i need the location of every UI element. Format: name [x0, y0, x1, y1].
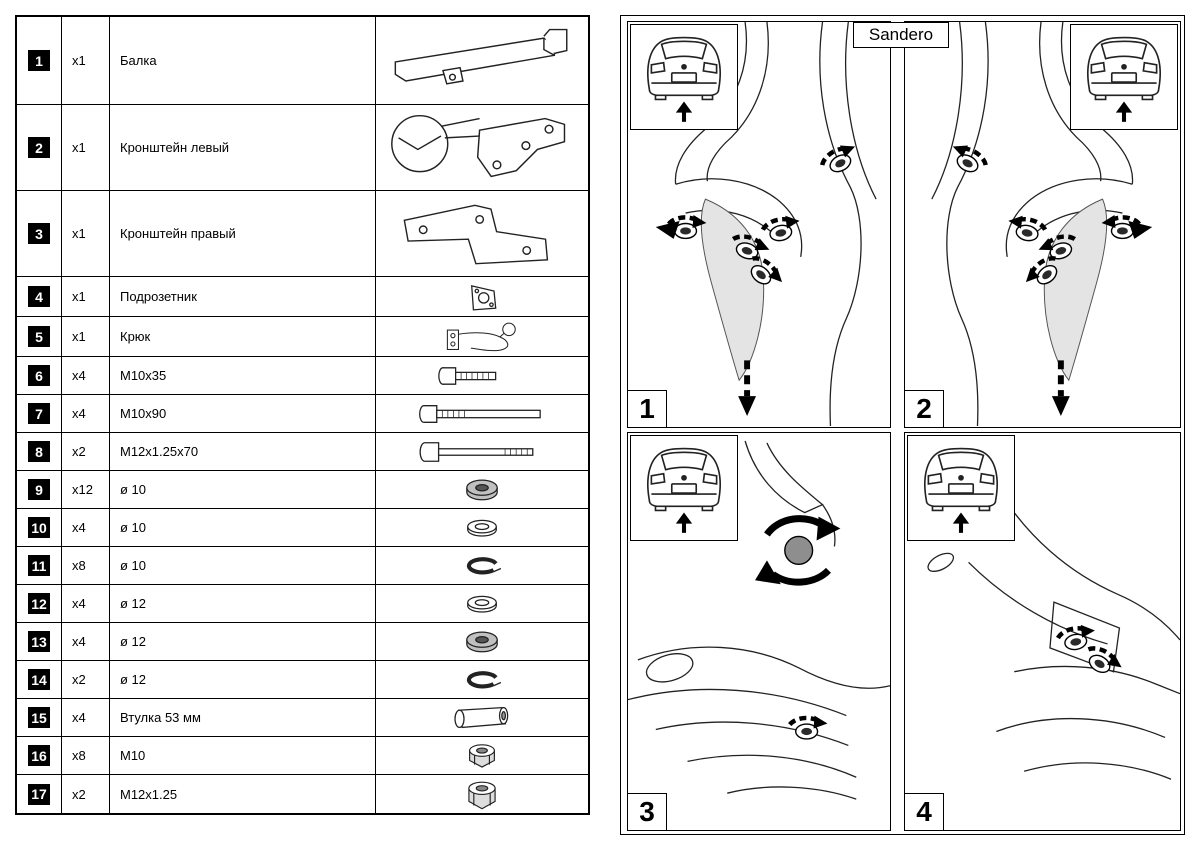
left-bracket-icon — [383, 107, 581, 189]
step-number: 4 — [904, 793, 944, 831]
table-row — [17, 623, 588, 661]
beam-icon — [382, 23, 582, 99]
part-qty: x8 — [62, 547, 110, 584]
part-number-badge: 8 — [28, 441, 50, 462]
washer-flat-icon — [457, 591, 507, 616]
step-number: 2 — [904, 390, 944, 428]
part-name: Подрозетник — [110, 277, 376, 316]
part-number-badge: 16 — [28, 745, 50, 766]
part-name: Балка — [110, 17, 376, 104]
part-qty: x1 — [62, 317, 110, 356]
tow-hook-icon — [427, 319, 537, 355]
part-qty: x12 — [62, 471, 110, 508]
part-number-badge: 2 — [28, 137, 50, 158]
part-illustration — [376, 737, 588, 774]
socket-plate-icon — [455, 279, 509, 315]
car-rear-inset — [630, 24, 738, 130]
table-row — [17, 105, 588, 191]
part-name: Втулка 53 мм — [110, 699, 376, 736]
part-illustration — [376, 585, 588, 622]
part-number-badge: 14 — [28, 669, 50, 690]
part-illustration — [376, 547, 588, 584]
table-row — [17, 661, 588, 699]
table-row — [17, 191, 588, 277]
part-qty: x4 — [62, 585, 110, 622]
part-name: ø 12 — [110, 585, 376, 622]
washer-thick-icon — [457, 627, 507, 656]
part-illustration — [376, 17, 588, 104]
step-panel-2 — [904, 21, 1181, 428]
part-name: ø 10 — [110, 471, 376, 508]
part-qty: x4 — [62, 395, 110, 432]
part-name: ø 12 — [110, 623, 376, 660]
part-name: Кронштейн правый — [110, 191, 376, 276]
car-rear-icon — [1071, 25, 1177, 129]
table-row — [17, 699, 588, 737]
part-illustration — [376, 105, 588, 190]
right-bracket-icon — [383, 194, 581, 274]
part-qty: x1 — [62, 17, 110, 104]
part-number-badge: 1 — [28, 50, 50, 71]
sleeve-icon — [446, 704, 518, 731]
part-name: ø 10 — [110, 509, 376, 546]
part-qty: x2 — [62, 775, 110, 813]
step-number: 3 — [627, 793, 667, 831]
nut-tall-icon — [463, 776, 501, 812]
part-name: ø 12 — [110, 661, 376, 698]
model-title: Sandero — [853, 22, 949, 48]
car-rear-inset — [907, 435, 1015, 541]
table-row — [17, 471, 588, 509]
table-row — [17, 737, 588, 775]
part-number-badge: 15 — [28, 707, 50, 728]
table-row — [17, 277, 588, 317]
part-qty: x4 — [62, 509, 110, 546]
part-qty: x1 — [62, 105, 110, 190]
part-number-badge: 5 — [28, 326, 50, 347]
part-illustration — [376, 191, 588, 276]
part-qty: x2 — [62, 433, 110, 470]
table-row — [17, 17, 588, 105]
table-row — [17, 433, 588, 471]
part-number-badge: 3 — [28, 223, 50, 244]
washer-flat-icon — [457, 515, 507, 540]
step-panel-4 — [904, 432, 1181, 831]
part-name: ø 10 — [110, 547, 376, 584]
part-illustration — [376, 661, 588, 698]
part-qty: x8 — [62, 737, 110, 774]
table-row — [17, 317, 588, 357]
step-panel-1 — [627, 21, 891, 428]
spring-washer-icon — [459, 554, 505, 578]
table-row — [17, 775, 588, 813]
part-illustration — [376, 623, 588, 660]
bolt-extra-long-icon — [412, 440, 552, 464]
part-number-badge: 17 — [28, 784, 50, 805]
bolt-long-icon — [412, 402, 552, 426]
part-name: M12x1.25x70 — [110, 433, 376, 470]
washer-thick-icon — [457, 475, 507, 504]
part-illustration — [376, 699, 588, 736]
part-illustration — [376, 395, 588, 432]
part-illustration — [376, 471, 588, 508]
table-row — [17, 547, 588, 585]
step-number: 1 — [627, 390, 667, 428]
spring-washer-icon — [459, 668, 505, 692]
table-row — [17, 585, 588, 623]
step-panel-3 — [627, 432, 891, 831]
table-row — [17, 395, 588, 433]
nut-icon — [463, 739, 501, 772]
part-qty: x4 — [62, 623, 110, 660]
part-name: M12x1.25 — [110, 775, 376, 813]
car-rear-icon — [631, 436, 737, 540]
part-illustration — [376, 277, 588, 316]
part-illustration — [376, 433, 588, 470]
car-rear-icon — [908, 436, 1014, 540]
car-rear-icon — [631, 25, 737, 129]
part-name: Крюк — [110, 317, 376, 356]
part-qty: x4 — [62, 357, 110, 394]
part-illustration — [376, 357, 588, 394]
part-number-badge: 10 — [28, 517, 50, 538]
part-name: M10x90 — [110, 395, 376, 432]
installation-steps — [620, 15, 1185, 835]
part-name: M10 — [110, 737, 376, 774]
part-illustration — [376, 775, 588, 813]
part-name: M10x35 — [110, 357, 376, 394]
part-number-badge: 4 — [28, 286, 50, 307]
bolt-short-icon — [432, 364, 532, 388]
part-qty: x2 — [62, 661, 110, 698]
part-number-badge: 7 — [28, 403, 50, 424]
part-qty: x1 — [62, 277, 110, 316]
car-rear-inset — [630, 435, 738, 541]
part-illustration — [376, 317, 588, 356]
car-rear-inset — [1070, 24, 1178, 130]
part-number-badge: 12 — [28, 593, 50, 614]
parts-table — [15, 15, 590, 815]
part-number-badge: 11 — [28, 555, 50, 576]
part-illustration — [376, 509, 588, 546]
table-row — [17, 509, 588, 547]
part-name: Кронштейн левый — [110, 105, 376, 190]
part-number-badge: 6 — [28, 365, 50, 386]
table-row — [17, 357, 588, 395]
part-qty: x1 — [62, 191, 110, 276]
part-number-badge: 9 — [28, 479, 50, 500]
part-number-badge: 13 — [28, 631, 50, 652]
part-qty: x4 — [62, 699, 110, 736]
